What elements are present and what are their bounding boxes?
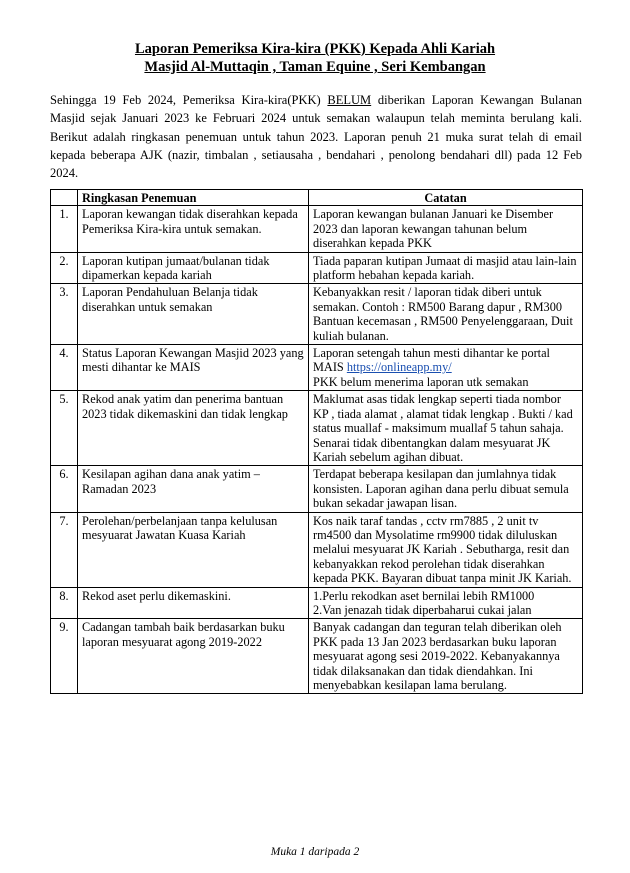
header-note: Catatan — [309, 190, 583, 206]
table-row — [51, 284, 583, 345]
note-text: Laporan setengah tahun mesti dihantar ke portal MAIS — [313, 346, 550, 375]
row-number: 8. — [51, 587, 78, 619]
title-line-1: Laporan Pemeriksa Kira-kira (PKK) Kepada Ahli Kariah — [134, 41, 496, 57]
table-row — [51, 512, 583, 587]
row-note — [309, 345, 583, 391]
row-finding: Cadangan tambah baik berdasarkan buku laporan mesyuarat agong 2019-2022 — [78, 619, 309, 694]
row-number: 9. — [51, 619, 78, 694]
row-finding: Kesilapan agihan dana anak yatim – Ramadan 2023 — [78, 466, 309, 512]
table-row — [51, 206, 583, 252]
row-note — [309, 587, 583, 619]
header-finding: Ringkasan Penemuan — [78, 190, 309, 206]
intro-paragraph — [50, 91, 582, 182]
row-number: 1. — [51, 206, 78, 252]
row-number: 7. — [51, 512, 78, 587]
note-text: 1.Perlu rekodkan aset bernilai lebih RM1000 — [313, 588, 535, 603]
table-header-row — [51, 190, 583, 206]
table-row — [51, 619, 583, 694]
table-row — [51, 391, 583, 466]
intro-emphasis: BELUM — [327, 93, 372, 107]
intro-text-before: Sehingga 19 Feb 2024, Pemeriksa Kira-kira(PKK) — [50, 93, 328, 107]
document-title — [0, 40, 630, 76]
row-note: Tiada paparan kutipan Jumaat di masjid atau lain-lain platform hebahan kepada kariah. — [309, 252, 583, 284]
findings-table — [50, 189, 583, 694]
table-row — [51, 252, 583, 284]
row-note: Banyak cadangan dan teguran telah diberikan oleh PKK pada 13 Jan 2023 berdasarkan buku laporan mesyuarat agong sesi 2019-2022. Kebanyakannya tidak dilaksanakan dan tidak diendahkan. Ini menyebabkan kesilapan lama berulang. — [309, 619, 583, 694]
page-number: Muka 1 daripada 2 — [270, 846, 360, 858]
title-line-2: Masjid Al-Muttaqin , Taman Equine , Seri Kembangan — [144, 59, 486, 75]
row-note: Terdapat beberapa kesilapan dan jumlahnya tidak konsisten. Laporan agihan dana perlu dibuat semula bukan sekadar jawapan lisan. — [309, 466, 583, 512]
row-finding: Rekod anak yatim dan penerima bantuan 2023 tidak dikemaskini dan tidak lengkap — [78, 391, 309, 466]
row-note: Laporan kewangan bulanan Januari ke Disember 2023 dan laporan kewangan tahunan belum diserahkan kepada PKK — [309, 206, 583, 252]
mais-portal-link[interactable]: https://onlineapp.my/ — [346, 360, 452, 375]
note-text: 2.Van jenazah tidak diperbaharui cukai jalan — [313, 602, 532, 617]
table-row — [51, 466, 583, 512]
row-number: 3. — [51, 284, 78, 345]
row-finding: Perolehan/perbelanjaan tanpa kelulusan mesyuarat Jawatan Kuasa Kariah — [78, 512, 309, 587]
row-number: 5. — [51, 391, 78, 466]
note-text: PKK belum menerima laporan utk semakan — [313, 374, 529, 389]
intro-text-after: diberikan Laporan Kewangan Bulanan Masjid sejak Januari 2023 ke Februari 2024 untuk semakan walaupun telah meminta berulang kali. Berikut adalah ringkasan penemuan untuk tahun 2023. Laporan penuh 21 muka surat telah di email kepada beberapa AJK (nazir, timbalan , setiausaha , bendahari , penolong bendahari dll) pada 12 Feb 2024. — [50, 93, 582, 181]
row-finding: Laporan kewangan tidak diserahkan kepada Pemeriksa Kira-kira untuk semakan. — [78, 206, 309, 252]
row-number: 6. — [51, 466, 78, 512]
row-finding: Laporan Pendahuluan Belanja tidak diserahkan untuk semakan — [78, 284, 309, 345]
row-note: Kos naik taraf tandas , cctv rm7885 , 2 unit tv rm4500 dan Mysolatime rm9900 tidak diluluskan melalui mesyuarat JK Kariah . Sebutharga, resit dan kebanyakkan rekod perolehan tidak diserahkan kepada PKK. Bayaran dibuat tanpa minit JK Kariah. — [309, 512, 583, 587]
row-note: Maklumat asas tidak lengkap seperti tiada nombor KP , tiada alamat , alamat tidak lengkap . Bukti / kad status muallaf - maksimum muallaf 5 tahun sahaja. Senarai tidak dibentangkan dalam mesyuarat JK Kariah sebelum agihan dibuat. — [309, 391, 583, 466]
row-number: 4. — [51, 345, 78, 391]
row-finding: Rekod aset perlu dikemaskini. — [78, 587, 309, 619]
header-number — [51, 190, 78, 206]
table-row — [51, 587, 583, 619]
row-finding: Status Laporan Kewangan Masjid 2023 yang mesti dihantar ke MAIS — [78, 345, 309, 391]
row-note: Kebanyakkan resit / laporan tidak diberi untuk semakan. Contoh : RM500 Barang dapur , RM300 Bantuan kecemasan , RM500 Penyelenggaraan, Duit kuliah bulanan. — [309, 284, 583, 345]
row-finding: Laporan kutipan jumaat/bulanan tidak dipamerkan kepada kariah — [78, 252, 309, 284]
table-row — [51, 345, 583, 391]
row-number: 2. — [51, 252, 78, 284]
